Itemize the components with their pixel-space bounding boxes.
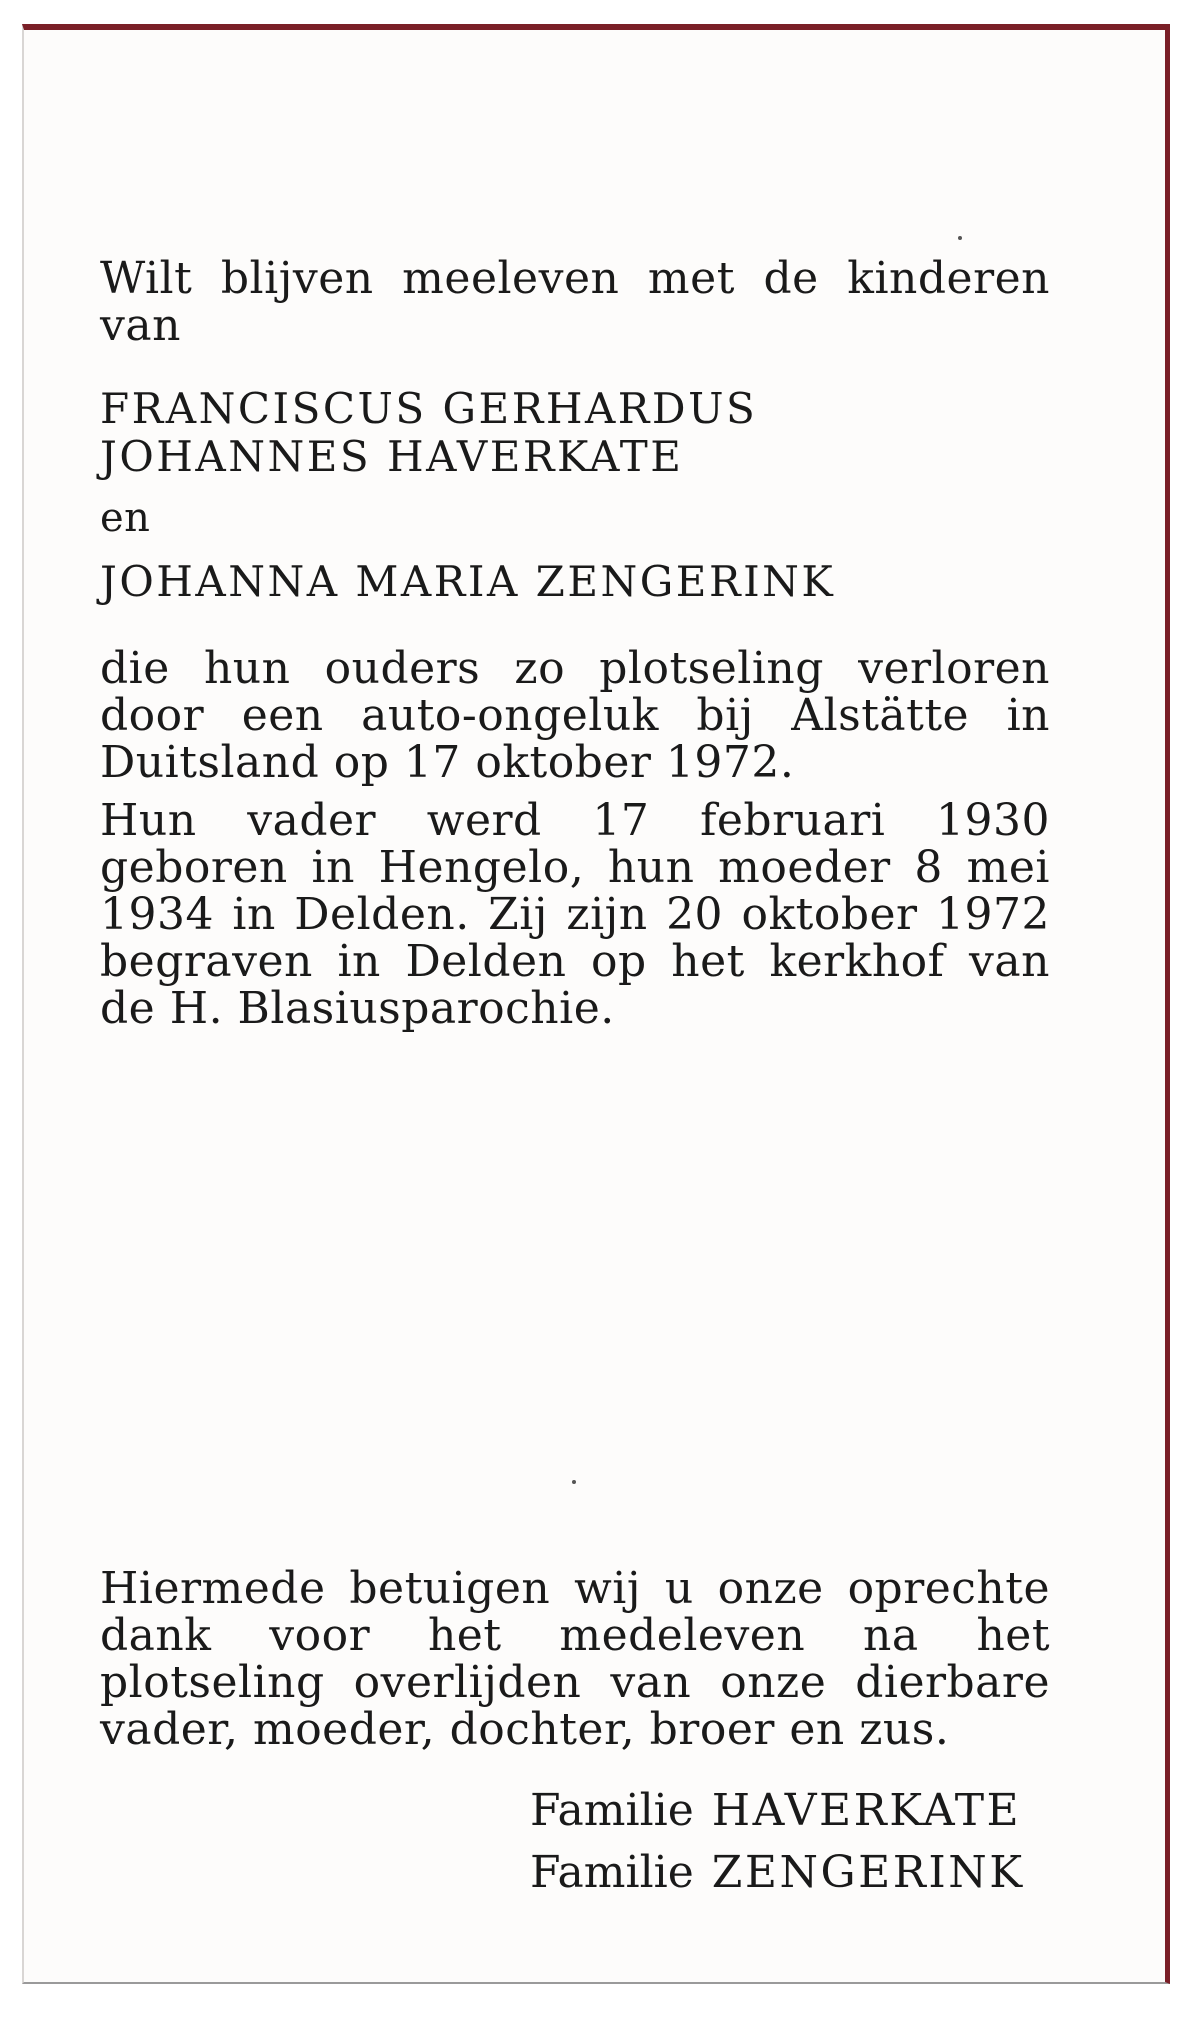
- signature-line-2: [530, 1842, 1025, 1904]
- father-name: FRANCISCUS GERHARDUS JOHANNES HAVERKATE: [100, 384, 758, 481]
- intro-text: Wilt blijven meeleven met de kinderen van: [100, 253, 1050, 351]
- mother-name: JOHANNA MARIA ZENGERINK: [100, 557, 836, 606]
- paper-speck: [572, 1480, 576, 1484]
- birth-burial-paragraph: Hun vader werd 17 februari 1930 geboren in Hengelo, hun moeder 8 mei 1934 in Delden. Zij zijn 20 oktober 1972 begraven in Delden op het kerkhof van de H. Blasiusparochie.: [100, 795, 1050, 1034]
- paper-speck: [958, 236, 962, 240]
- accident-paragraph: die hun ouders zo plotseling verloren door een auto-ongeluk bij Alstätte in Duitsland op 17 oktober 1972.: [100, 643, 1050, 788]
- signature-surname-zengerink: ZENGERINK: [711, 1847, 1025, 1898]
- signature-surname-haverkate: HAVERKATE: [711, 1785, 1022, 1836]
- conjunction-text: en: [100, 495, 151, 541]
- signature-prefix: Familie: [530, 1785, 694, 1836]
- signature-prefix: Familie: [530, 1847, 694, 1898]
- signature-line-1: [530, 1780, 1021, 1842]
- thanks-paragraph: Hiermede betuigen wij u onze oprechte dank voor het medeleven na het plotseling overlijden van onze dierbare vader, moeder, dochter, broer en zus.: [100, 1563, 1050, 1755]
